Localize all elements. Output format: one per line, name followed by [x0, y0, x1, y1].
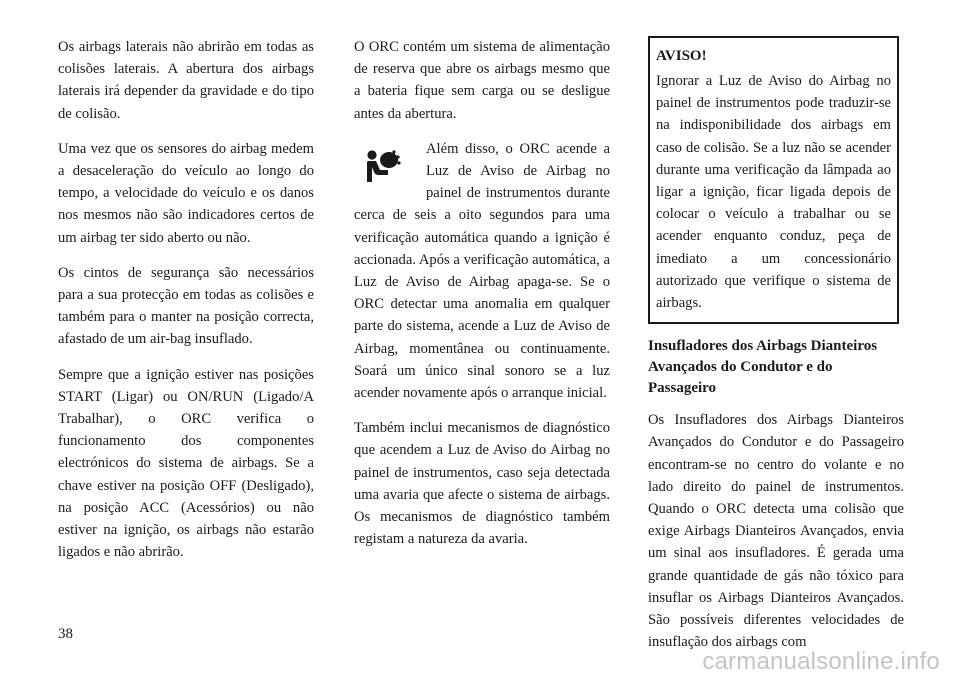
watermark: carmanualsonline.info	[702, 648, 940, 675]
paragraph-side-airbags: Os airbags laterais não abrirão em todas as colisões laterais. A abertura dos airbags laterais irá depender da gravidade e do tipo de colisão.	[58, 39, 314, 122]
middle-column	[354, 36, 610, 563]
paragraph-seat-belts: Os cintos de segurança são necessários para a sua protecção em todas as colisões e também para o manter na posição correcta, afastado de um air-bag insuflado.	[58, 264, 314, 348]
page-number: 38	[58, 626, 73, 642]
warning-box	[648, 36, 899, 324]
paragraph-warning-light: Além disso, o ORC acende a Luz de Aviso de Airbag no painel de instrumentos durante cerca de seis a oito segundos para uma verificação automática quando a ignição é accionada. Após a verificação automática, a Luz de Aviso de Airbag apaga-se. Se o ORC detectar uma anomalia em qualquer parte do sistema, acende a Luz de Aviso de Airbag, momentânea ou continuamente. Soará um único sinal sonoro se a luz acender novamente após o arranque inicial.	[354, 140, 610, 402]
airbag-warning-light-icon	[362, 146, 402, 186]
warning-title: AVISO!	[656, 48, 707, 64]
paragraph-sensors: Uma vez que os sensores do airbag medem a desaceleração do veículo ao longo do tempo, a velocidade do veículo e os danos nos mesmos não são indicadores certos de um airbag ter sido aberto ou não.	[58, 140, 314, 246]
right-column	[648, 36, 904, 666]
warning-text: Ignorar a Luz de Aviso do Airbag no painel de instrumentos pode traduzir-se na indisponibilidade dos airbags em caso de colisão. Se a luz não se acender durante uma verificação da lâmpada ao ligar a ignição, ficar ligada depois de colocar o veículo a trabalhar ou se acender enquanto conduz, peça de imediato a um concessionário autorizado que verifique o sistema de airbags.	[656, 73, 891, 312]
paragraph-diagnostics: Também inclui mecanismos de diagnóstico que acendem a Luz de Aviso do Airbag no painel de instrumentos, caso seja detectada uma avaria que afecte o sistema de airbags. Os mecanismos de diagnóstico também registam a natureza da avaria.	[354, 420, 610, 548]
paragraph-reserve-power: O ORC contém um sistema de alimentação de reserva que abre os airbags mesmo que a bateria fique sem carga ou se desligue antes da abertura.	[354, 39, 610, 122]
section-heading: Insufladores dos Airbags Dianteiros Avançados do Condutor e do Passageiro	[648, 338, 878, 397]
paragraph-warning-light-block	[354, 138, 610, 404]
paragraph-inflators: Os Insufladores dos Airbags Dianteiros Avançados do Condutor e do Passageiro encontram-se no centro do volante e no lado direito do painel de instrumentos. Quando o ORC detecta uma colisão que exige Airbags Dianteiros Avançados, envia um sinal aos insufladores. É gerada uma grande quantidade de gás não tóxico para insuflar os Airbags Dianteiros Avançados. São possíveis diferentes velocidades de insuflação dos airbags com	[648, 412, 904, 651]
paragraph-ignition-check: Sempre que a ignição estiver nas posições START (Ligar) ou ON/RUN (Ligado/A Trabalhar), o ORC verifica o funcionamento dos componentes electrónicos do sistema de airbags. Se a chave estiver na posição OFF (Desligado), na posição ACC (Acessórios) ou não estiver na ignição, os airbags não estarão ligados e não abrirão.	[58, 366, 314, 561]
left-column	[58, 36, 314, 576]
